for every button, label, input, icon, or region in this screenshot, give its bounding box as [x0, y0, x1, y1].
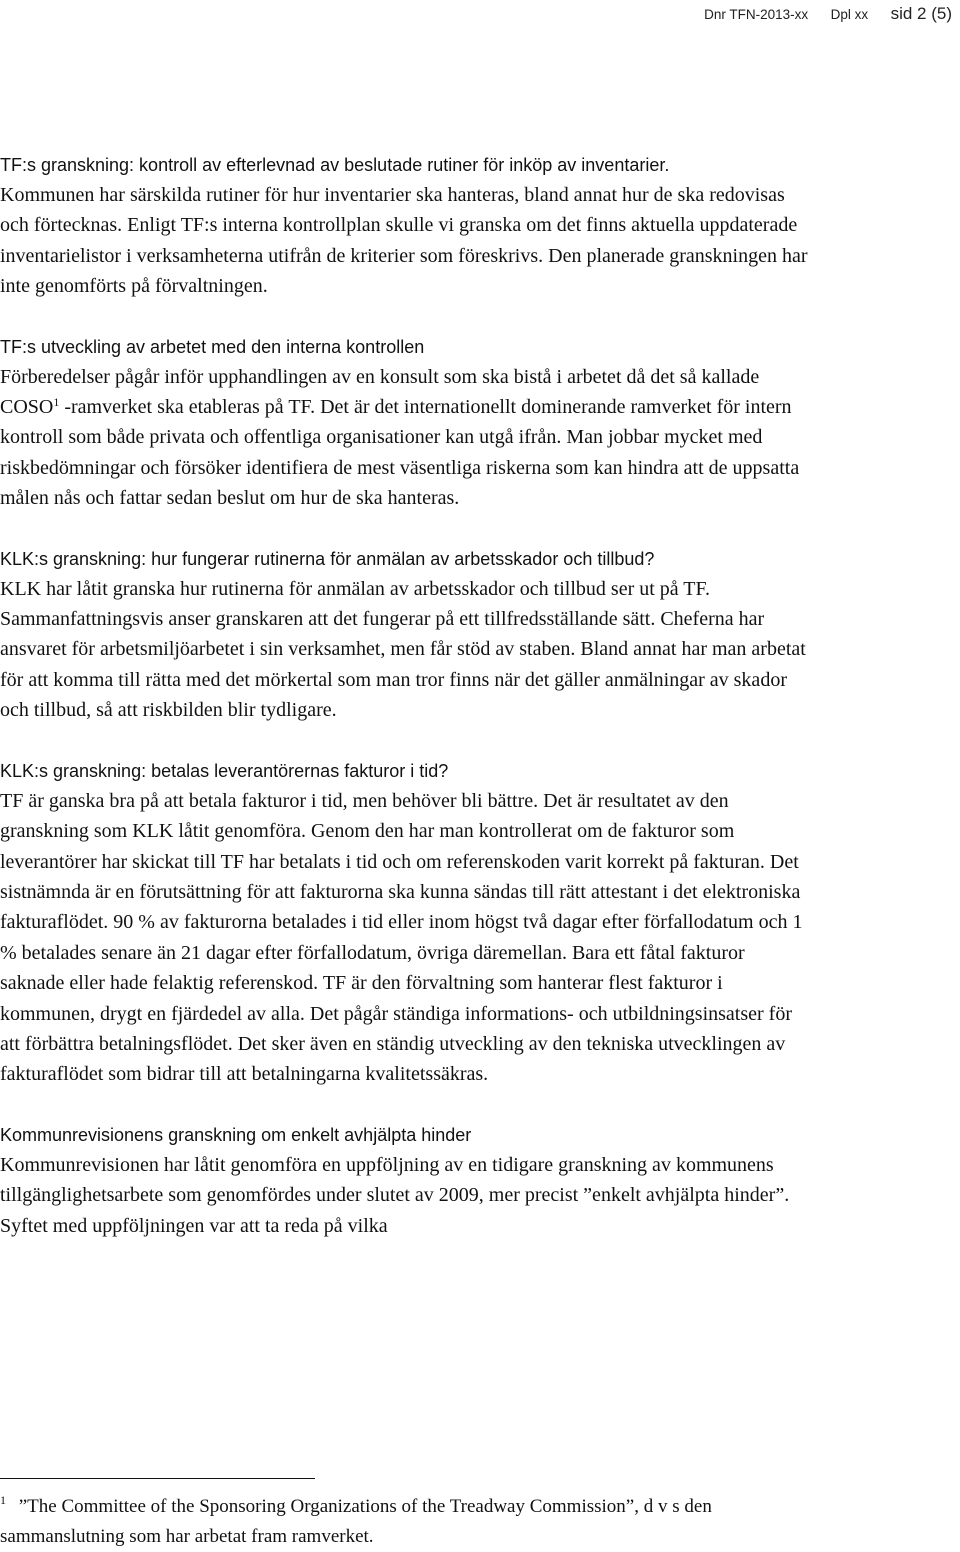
section-work-injuries — [0, 544, 810, 726]
document-body — [0, 150, 810, 1271]
section-body: KLK har låtit granska hur rutinerna för anmälan av arbetsskador och tillbud ser ut på TF. Sammanfattningsvis anser granskaren att det fungerar på ett tillfredsställande sätt. Cheferna har ansvaret för arbetsmiljöarbetet i sin verksamhet, men får stöd av staben. Bland annat har man arbetat för att komma till rätta med det mörkertal som man tror finns när det gäller anmälningar av skador och tillbud, så att riskbilden blir tydligare. — [0, 577, 806, 722]
page-number: sid 2 (5) — [890, 4, 952, 23]
footnote-reference[interactable]: 1 — [53, 395, 60, 410]
section-body: Kommunrevisionen har låtit genomföra en uppföljning av en tidigare granskning av kommunens tillgänglighetsarbete som genomfördes under slutet av 2009, mer precist ”enkelt avhjälpta hinder”. Syftet med uppföljningen var att ta reda på vilka — [0, 1153, 790, 1237]
section-body: Kommunen har särskilda rutiner för hur inventarier ska hanteras, bland annat hur de ska redovisas och förtecknas. Enligt TF:s interna kontrollplan skulle vi granska om det finns aktuella uppdaterade inventarielistor i verksamheterna utifrån de kriterier som föreskrivs. Den planerade granskningen har inte genomförts på förvaltningen. — [0, 184, 808, 298]
section-body: TF är ganska bra på att betala fakturor i tid, men behöver bli bättre. Det är resultatet av den granskning som KLK låtit genomföra. Genom den har man kontrollerat om de fakturor som leverantörer har skickat till TF har betalats i tid och om referenskoden varit korrekt på fakturan. Det sistnämnda är en förutsättning för att fakturorna ska kunna sändas till rätt attestant i det elektroniska fakturaflödet. 90 % av fakturorna betalades i tid eller inom högst två dagar efter förfallodatum och 1 % betalades senare än 21 dagar efter förfallodatum, övriga däremellan. Bara ett fåtal fakturor saknade eller hade felaktig referenskod. TF är den förvaltning som hanterar flest fakturor i kommunen, drygt en fjärdedel av alla. Det pågår ständiga informations- och utbildningsinsatser för att förbättra betalningsflödet. Det sker även en ständig utveckling av den tekniska utvecklingen av fakturaflödet som bidrar till att betalningarna kvalitetssäkras. — [0, 789, 803, 1086]
section-inventory — [0, 150, 810, 302]
section-heading: KLK:s granskning: hur fungerar rutinerna för anmälan av arbetsskador och tillbud? — [0, 548, 655, 569]
section-internal-control — [0, 332, 810, 514]
dnr-label: Dnr TFN-2013-xx — [704, 7, 809, 22]
footnote-divider — [0, 1478, 315, 1479]
footnote-text: ”The Committee of the Sponsoring Organizations of the Treadway Commission”, d v s den sammanslutning som har arbetat fram ramverket. — [0, 1496, 712, 1547]
section-body — [0, 362, 810, 514]
body-text-part: -ramverket ska etableras på TF. Det är det internationellt dominerande ramverket för intern kontroll som både privata och offentliga organisationer kan utgå ifrån. Man jobbar mycket med riskbedömningar och försöker identifiera de mest väsentliga riskerna som kan hindra att de uppsatta målen nås och fattar sedan beslut om hur de ska hanteras. — [0, 396, 800, 510]
section-accessibility — [0, 1120, 810, 1241]
section-heading: TF:s utveckling av arbetet med den interna kontrollen — [0, 336, 425, 357]
section-heading: Kommunrevisionens granskning om enkelt avhjälpta hinder — [0, 1124, 472, 1145]
section-invoices — [0, 756, 810, 1090]
body-text-part: Förberedelser pågår inför upphandlingen av en konsult som ska bistå i arbetet då det så kallade COSO — [0, 365, 760, 419]
page-header — [704, 4, 952, 24]
dpl-label: Dpl xx — [830, 7, 869, 22]
section-heading: TF:s granskning: kontroll av efterlevnad av beslutade rutiner för inköp av inventarier. — [0, 155, 670, 175]
footnote-number: 1 — [0, 1493, 6, 1507]
section-heading: KLK:s granskning: betalas leverantörernas fakturor i tid? — [0, 760, 449, 781]
footnote — [0, 1492, 810, 1552]
